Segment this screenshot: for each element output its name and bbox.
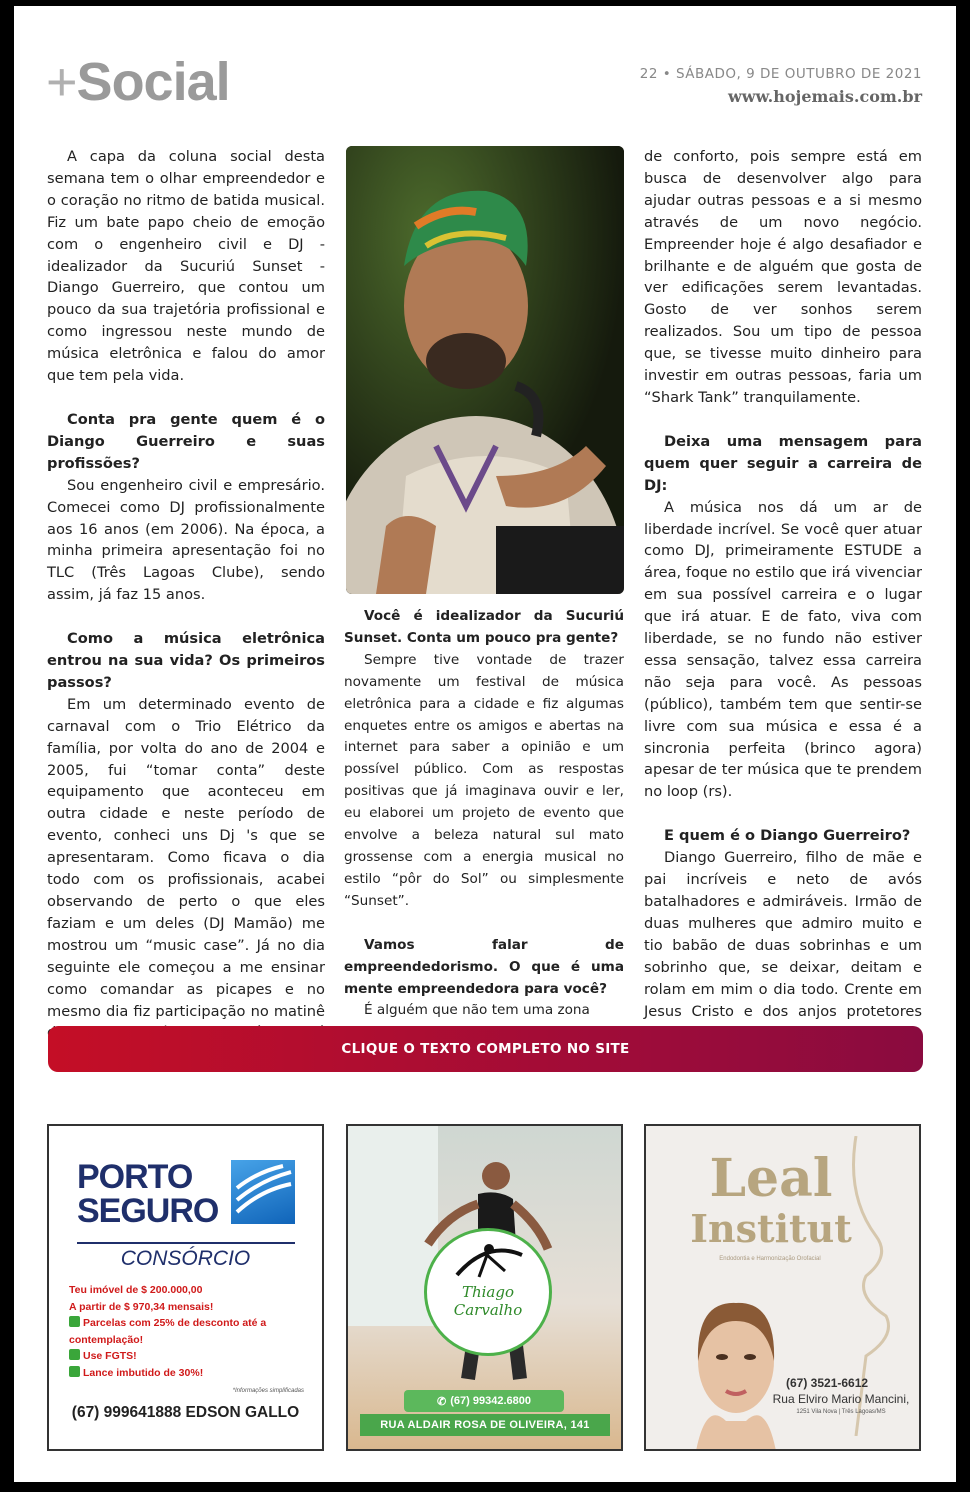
question-3: Você é idealizador da Sucuriú Sunset. Conta um pouco pra gente? — [344, 608, 624, 646]
offer-line-1: Teu imóvel de $ 200.000,00 — [69, 1284, 203, 1296]
website-link[interactable]: www.hojemais.com.br — [727, 87, 922, 106]
ad-phone: (67) 999641888 EDSON GALLO — [71, 1404, 300, 1421]
leal-title-line-2: Institut — [690, 1206, 852, 1251]
answer-4-start: É alguém que não tem uma zona — [364, 1002, 590, 1019]
leal-address-detail: 1251 Vila Nova | Três Lagoas/MS — [796, 1409, 886, 1415]
studio-name: Thiago Carvalho — [453, 1283, 523, 1319]
leal-subtitle: Endodontia e Harmonização Orofacial — [719, 1256, 821, 1262]
offer-line-2: A partir de $ 970,34 mensais! — [69, 1300, 214, 1313]
question-5: Deixa uma mensagem para quem quer seguir a carreira de DJ: — [644, 432, 922, 494]
dj-photo — [346, 146, 624, 594]
page-header — [14, 46, 956, 126]
check-icon — [69, 1316, 80, 1327]
section-name: Social — [76, 52, 230, 112]
dj-photo-illustration — [346, 146, 624, 594]
bullet-text-3: Lance imbutido de 30%! — [83, 1366, 204, 1379]
logo-line-1: PORTO — [77, 1158, 193, 1196]
question-2: Como a música eletrônica entrou na sua vida? Os primeiros passos? — [47, 630, 325, 691]
studio-phone-number: (67) 99342.6800 — [450, 1395, 531, 1407]
answer-6: Diango Guerreiro, filho de mãe e pai incríveis e neto de avós batalhadores e admiráveis. Irmão de duas mulheres que admiro muito e tio babão de duas sobrinhas e um sobrinho que, se deixar, deitam e rolam em mim o dia todo. Crente em Jesus Cristo e dos anjos protetores — [644, 849, 922, 1020]
read-more-banner[interactable] — [48, 1026, 923, 1072]
porto-seguro-logo-text — [77, 1160, 218, 1228]
porto-seguro-wave-icon — [231, 1160, 295, 1224]
offer-list — [69, 1282, 309, 1382]
leal-logo — [686, 1148, 856, 1254]
question-1: Conta pra gente quem é o Diango Guerreiro e suas profissões? — [47, 410, 325, 472]
offer-bullet-2 — [69, 1348, 309, 1365]
section-title — [46, 52, 230, 112]
bullet-text-2: Use FGTS! — [83, 1350, 137, 1363]
check-icon — [69, 1349, 80, 1360]
check-icon — [69, 1366, 80, 1377]
fine-print: *Informações simplificadas — [232, 1388, 304, 1394]
ad-subtitle: CONSÓRCIO — [120, 1247, 251, 1270]
leal-address: Rua Elviro Mario Mancini, — [772, 1392, 910, 1406]
section-plus: + — [46, 52, 77, 112]
logo-line-2: SEGURO — [77, 1192, 219, 1230]
ad-porto-seguro[interactable] — [47, 1124, 324, 1451]
studio-logo — [424, 1228, 552, 1356]
ad-dance-studio[interactable] — [346, 1124, 623, 1451]
studio-address: RUA ALDAIR ROSA DE OLIVEIRA, 141 — [360, 1414, 610, 1436]
article-column-1 — [47, 146, 325, 1088]
leal-phone: (67) 3521-6612 — [786, 1376, 869, 1390]
model-face-photo — [686, 1291, 786, 1451]
answer-5: A música nos dá um ar de liberdade incrível. Se você quer atuar como DJ, primeiramente ESTUDE a área, foque no estilo que irá vivenciar em sua possível carreira e o lugar que irá atuar. E de fato, viva com liberdade, se no fundo não estiver essa sensação, talvez essa carreira não seja para você. As pessoas (público), também tem que sentir-se livre com sua música e essa é a sincronia perfeita (brinco agora) apesar de ter música que te prendem no loop (rs). — [644, 498, 922, 801]
studio-phone — [404, 1390, 564, 1412]
whatsapp-icon: ✆ — [437, 1395, 447, 1408]
ad-leal-institut[interactable] — [644, 1124, 921, 1451]
article-column-3 — [644, 146, 922, 1066]
answer-1: Sou engenheiro civil e empresário. Comecei como DJ profissionalmente aos 16 anos (em 2006). Na época, a minha primeira apresentação foi no TLC (Três Lagoas Clube), sendo assim, já faz 15 anos. — [47, 476, 325, 604]
newspaper-page — [14, 6, 956, 1482]
answer-4-continued: de conforto, pois sempre está em busca de desenvolver algo para ajudar outras pessoas e a si mesmo através de um novo negócio. Empreender hoje é algo desafiador e brilhante e de alguém que gosta de ver edificações serem levantadas. Gosto de ver sonhos serem realizados. Sou um tipo de pessoa que, se tivesse muito dinheiro para investir em outras pessoas, faria um “Shark Tank” tranquilamente. — [644, 148, 922, 406]
offer-bullet-3 — [69, 1365, 309, 1382]
read-more-label: CLIQUE O TEXTO COMPLETO NO SITE — [341, 1041, 630, 1057]
answer-3: Sempre tive vontade de trazer novamente um festival de música eletrônica para a cidade e fiz algumas enquetes entre os amigos e abertas na internet para saber a opinião e um possível público. Com as respostas positivas que já imaginava ouvir e ler, eu elaborei um projeto de evento que envolve a beleza natural sul mato grossense com a energia musical no estilo “pôr do Sol” ou simplesmente “Sunset”. — [344, 651, 624, 909]
article-column-2 — [344, 606, 624, 1044]
divider — [77, 1242, 295, 1244]
answer-2: Em um determinado evento de carnaval com o Trio Elétrico da família, por volta do ano de 2004 e 2005, fui “tomar conta” deste equipamento que aconteceu em outra cidade e neste período de evento, conheci uns Dj 's que se apresentaram. Como ficava o dia todo com os profissionais, acabei observando de perto o que eles faziam e um deles (DJ Mamão) me mostrou um “music case”. Já no dia seguinte ele começou a me ensinar como comandar as picapes e no mesmo dia fiz participação no matinê — [47, 695, 325, 1020]
question-6: E quem é o Diango Guerreiro? — [664, 827, 911, 845]
intro-paragraph: A capa da coluna social desta semana tem o olhar empreendedor e o coração no ritmo de batida musical. Fiz um bate papo cheio de emoção com o engenheiro civil e DJ - idealizador da Sucuriú Sunset - Diango Guerreiro, que contou um pouco da sua trajetória profissional e como ingressou neste mundo de música eletrônica e falou do amor que tem pela vida. — [47, 148, 325, 385]
offer-bullet-1 — [69, 1315, 309, 1348]
dateline: 22 • SÁBADO, 9 DE OUTUBRO DE 2021 — [639, 66, 922, 82]
bullet-text-1: Parcelas com 25% de desconto até a contemplação! — [69, 1317, 267, 1346]
leal-title-line-1: Leal — [709, 1148, 833, 1209]
question-4: Vamos falar de empreendedorismo. O que é uma mente empreendedora para você? — [344, 936, 624, 997]
